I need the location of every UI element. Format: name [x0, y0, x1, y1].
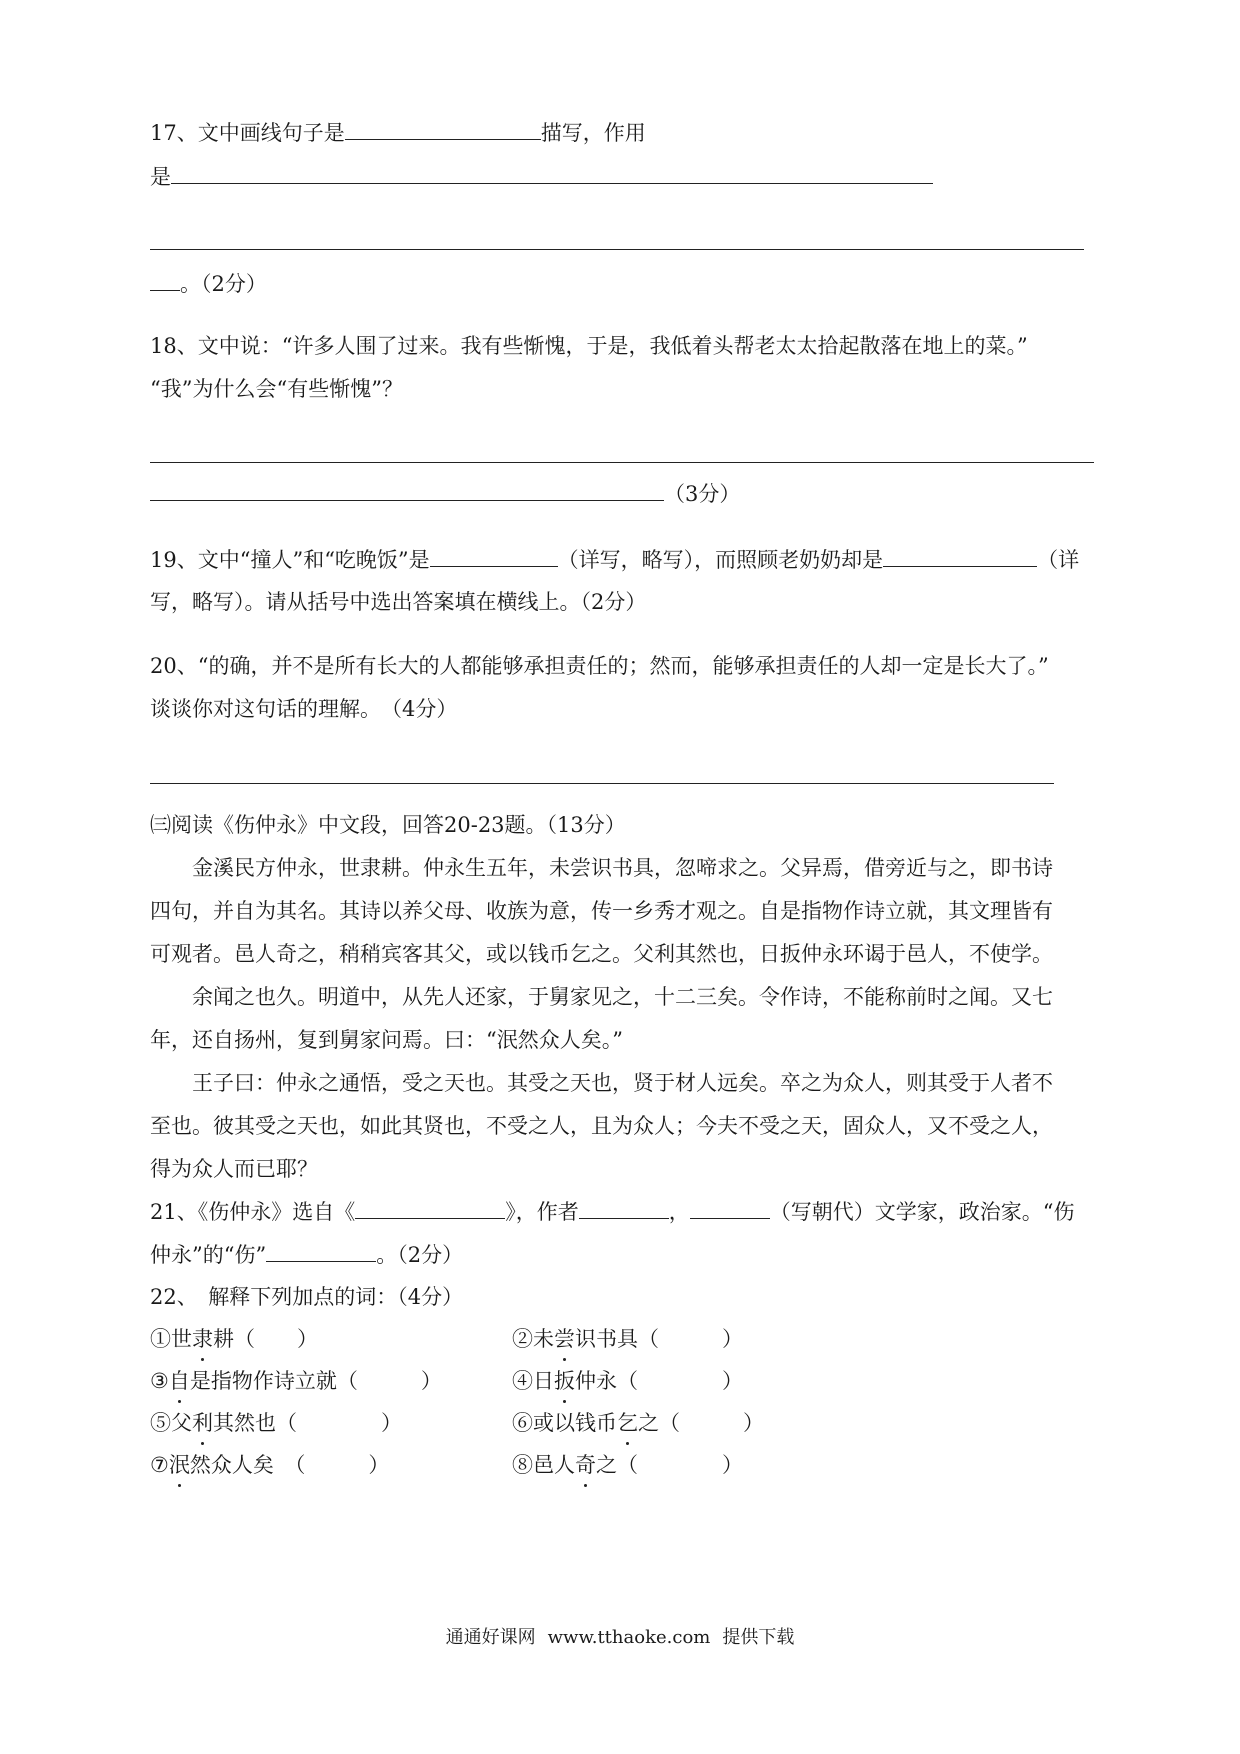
dotted-word: 乞 — [617, 1408, 638, 1438]
q22-item-8: ⑧邑人奇之（ ） — [512, 1450, 743, 1480]
q18-line3 — [150, 478, 740, 509]
q22-item-5: ⑤父利其然也（ ） — [150, 1408, 402, 1438]
q19-tail: （详 — [1037, 548, 1080, 572]
q21-score: 。（2分） — [376, 1243, 464, 1267]
q17-prefix: 17、文中画线句子是 — [150, 121, 345, 145]
page-footer — [0, 1623, 1240, 1649]
passage-p1-line2: 四句，并自为其名。其诗以养父母、收族为意，传一乡秀才观之。自是指物作诗立就，其文理皆有 — [150, 899, 1053, 923]
q21-author-label: 》，作者 — [505, 1200, 579, 1224]
q17-blank-3[interactable] — [150, 268, 180, 291]
q21-comma: ， — [668, 1200, 690, 1224]
q18-line2: “我”为什么会“有些惭愧”？ — [150, 377, 403, 401]
q21-blank-dynasty[interactable] — [690, 1196, 770, 1219]
q20-line1: 20、“的确，并不是所有长大的人都能够承担责任的；然而，能够承担责任的人却一定是长大了。” — [150, 654, 1049, 678]
q17-blank-2[interactable] — [171, 161, 933, 184]
dotted-word: 隶 — [192, 1324, 213, 1354]
q22-item-4: ④日扳仲永（ ） — [512, 1366, 743, 1396]
dotted-word: 自 — [169, 1366, 190, 1396]
q18-answer-line-2[interactable] — [150, 478, 664, 501]
section3-heading: ㈢阅读《伤仲永》中文段，回答20-23题。（13分） — [150, 813, 626, 837]
q17-line2-prefix: 是 — [150, 165, 171, 189]
q18-answer-line-1[interactable] — [150, 462, 1094, 463]
passage-p2-line1: 余闻之也久。明道中，从先人还家，于舅家见之，十二三矣。令作诗，不能称前时之闻。又七 — [192, 985, 1053, 1009]
q21-line2-prefix: 仲永”的“伤” — [150, 1243, 267, 1267]
q21-line1 — [150, 1196, 1074, 1227]
q19-line2: 写，略写）。请从括号中选出答案填在横线上。（2分） — [150, 590, 647, 614]
q17-line3 — [150, 268, 267, 299]
q19-mid: （详写，略写），而照顾老奶奶却是 — [557, 548, 884, 572]
passage-p1-line3: 可观者。邑人奇之，稍稍宾客其父，或以钱币乞之。父利其然也，日扳仲永环谒于邑人，不使学。 — [150, 942, 1053, 966]
q21-blank-shang[interactable] — [266, 1239, 376, 1262]
q22-item-2: ②未尝识书具（ ） — [512, 1324, 743, 1354]
q17-blank-1[interactable] — [345, 117, 541, 140]
q19-line1 — [150, 544, 1079, 575]
q18-score: （3分） — [664, 482, 741, 506]
q17-answer-line[interactable] — [150, 249, 1084, 250]
q21-blank-book[interactable] — [355, 1196, 505, 1219]
q21-blank-author[interactable] — [579, 1196, 669, 1219]
dotted-word: 利 — [192, 1408, 213, 1438]
q22-item-1: ①世隶耕（ ） — [150, 1324, 318, 1354]
passage-p3-line3: 得为众人而已耶？ — [150, 1157, 318, 1181]
footer-site-name: 通通好课网 — [445, 1627, 536, 1648]
q20-answer-line[interactable] — [150, 783, 1054, 784]
q17-score: 。（2分） — [180, 272, 267, 296]
q22-title: 22、 解释下列加点的词：（4分） — [150, 1285, 464, 1309]
q17-line1 — [150, 117, 646, 148]
dotted-word: 尝 — [554, 1324, 575, 1354]
q19-blank-2[interactable] — [883, 544, 1037, 567]
q19-blank-1[interactable] — [430, 544, 558, 567]
passage-p3-line2: 至也。彼其受之天也，如此其贤也，不受之人，且为众人；今夫不受之天，固众人，又不受之人， — [150, 1114, 1053, 1138]
q22-item-7: ⑦泯然众人矣 （ ） — [150, 1450, 389, 1480]
footer-suffix: 提供下载 — [722, 1627, 795, 1648]
passage-p1-line1: 金溪民方仲永，世隶耕。仲永生五年，未尝识书具，忽啼求之。父异焉，借旁近与之，即书诗 — [192, 856, 1053, 880]
q22-item-6: ⑥或以钱币乞之（ ） — [512, 1408, 764, 1438]
q20-line2: 谈谈你对这句话的理解。 （4分） — [150, 697, 458, 721]
footer-url[interactable]: www.tthaoke.com — [547, 1627, 711, 1648]
q17-mid: 描写，作用 — [540, 121, 646, 145]
dotted-word: 泯 — [169, 1450, 190, 1480]
q22-item-3: ③自是指物作诗立就（ ） — [150, 1366, 442, 1396]
q19-prefix: 19、文中“撞人”和“吃晚饭”是 — [150, 548, 430, 572]
q17-line2 — [150, 161, 933, 192]
q21-prefix: 21、《伤仲永》选自《 — [150, 1200, 356, 1224]
passage-p2-line2: 年，还自扬州，复到舅家问焉。曰：“泯然众人矣。” — [150, 1028, 623, 1052]
q18-line1: 18、文中说：“许多人围了过来。我有些惭愧，于是，我低着头帮老太太拾起散落在地上的菜。” — [150, 334, 1028, 358]
q21-tail: （写朝代）文学家，政治家。“伤 — [769, 1200, 1075, 1224]
q21-line2 — [150, 1239, 463, 1270]
dotted-word: 扳 — [554, 1366, 575, 1396]
dotted-word: 奇 — [575, 1450, 596, 1480]
passage-p3-line1: 王子曰：仲永之通悟，受之天也。其受之天也，贤于材人远矣。卒之为众人，则其受于人者不 — [192, 1071, 1053, 1095]
